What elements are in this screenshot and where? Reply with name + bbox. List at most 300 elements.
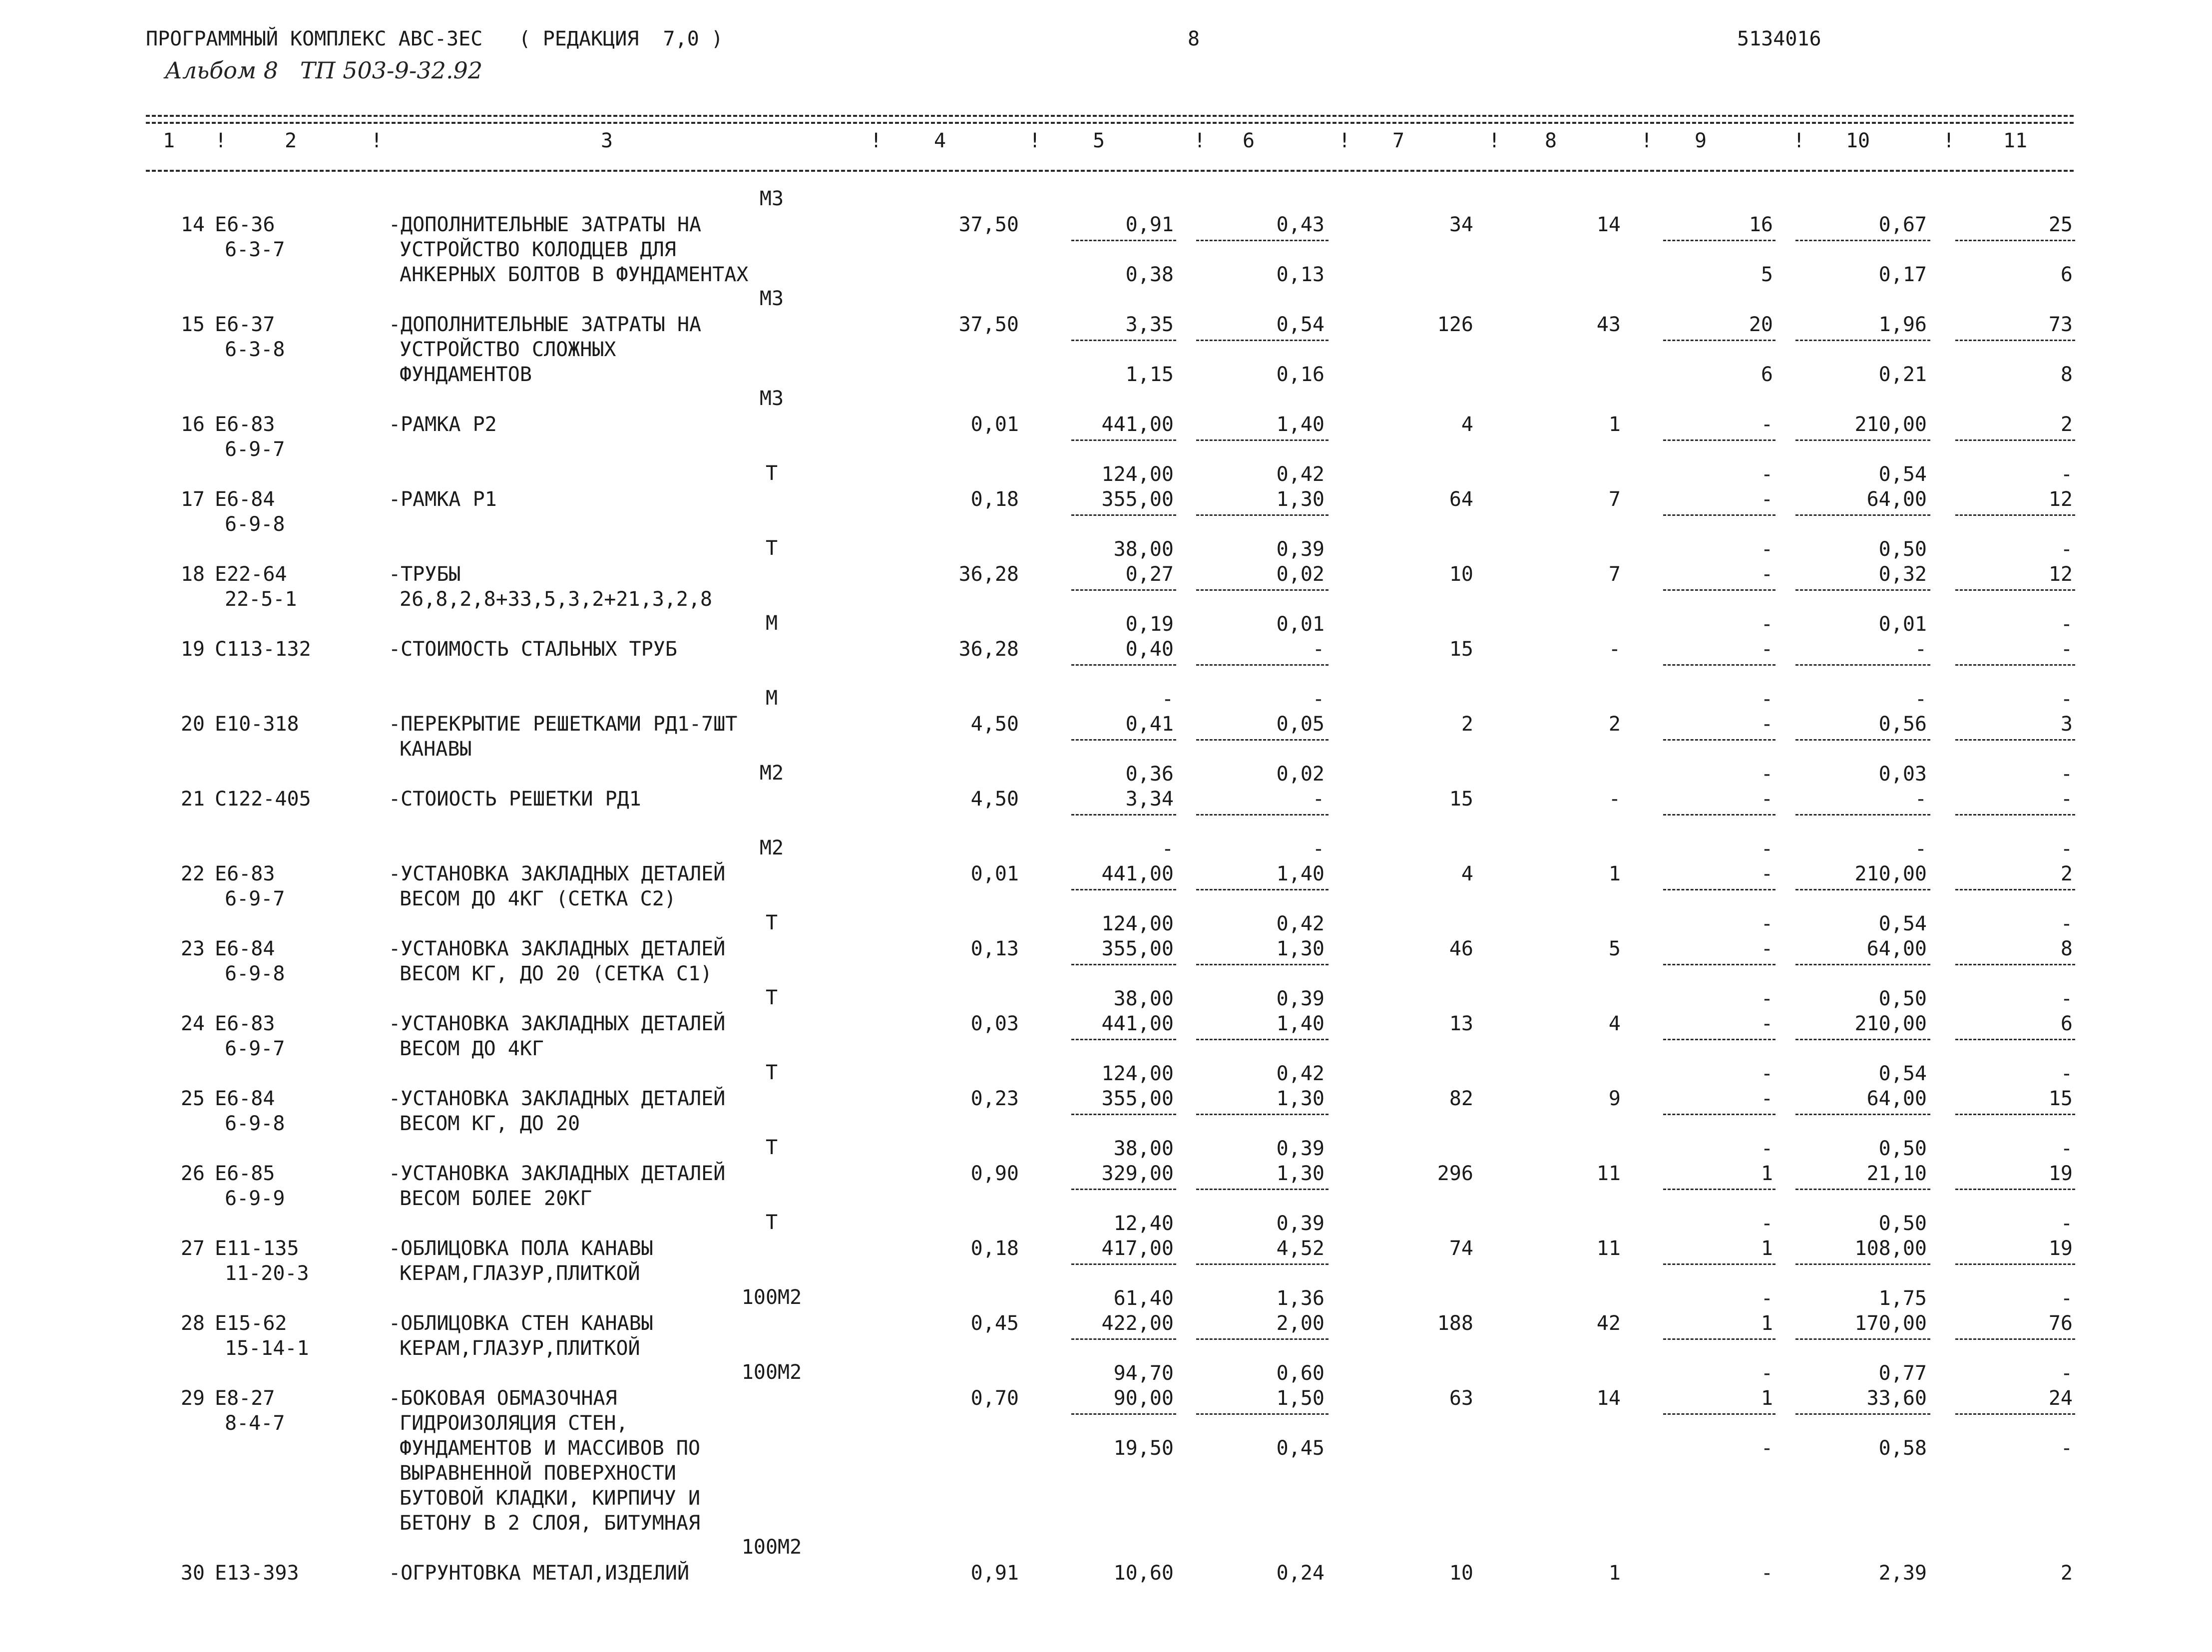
row-code: Е13-393: [215, 1562, 299, 1585]
row-description-line: -РАМКА Р2: [389, 413, 497, 436]
fraction-rule: [1663, 1263, 1775, 1265]
row-number: 15: [180, 313, 205, 336]
cell-c5: 422,00: [1101, 1312, 1174, 1335]
cell-c4: 0,18: [970, 1237, 1019, 1260]
row-code: Е11-135: [215, 1237, 299, 1260]
cell-secondary-b6: 0,39: [1276, 1137, 1325, 1160]
row-code-secondary: 8-4-7: [225, 1412, 285, 1435]
column-separator: !: [1338, 129, 1351, 152]
fraction-rule: [1071, 964, 1176, 965]
fraction-rule: [1795, 1413, 1930, 1415]
row-description-line: ВЫРАВНЕННОЙ ПОВЕРХНОСТИ: [400, 1462, 676, 1485]
row-description-line: ВЕСОМ БОЛЕЕ 20КГ: [400, 1187, 592, 1210]
cell-c8: 9: [1608, 1087, 1621, 1110]
fraction-rule: [1071, 1413, 1176, 1415]
row-code-secondary: 6-3-7: [225, 238, 285, 261]
cell-c4: 36,28: [958, 563, 1019, 586]
fraction-rule: [1071, 439, 1176, 441]
cell-secondary-b5: 38,00: [1113, 538, 1174, 561]
row-description-line: -ДОПОЛНИТЕЛЬНЫЕ ЗАТРАТЫ НА: [389, 313, 702, 336]
cell-c7: 2: [1461, 713, 1473, 736]
cell-c6: 1,30: [1276, 937, 1325, 960]
fraction-rule: [1071, 664, 1176, 666]
cell-secondary-b10: 1,75: [1878, 1287, 1927, 1310]
cell-secondary-b9: -: [1761, 987, 1773, 1010]
cell-c8: 11: [1596, 1237, 1621, 1260]
cell-secondary-b5: 94,70: [1113, 1362, 1174, 1385]
row-unit: М: [765, 612, 778, 635]
cell-c10: 210,00: [1854, 413, 1927, 436]
fraction-rule: [1795, 589, 1930, 591]
cell-c4: 0,23: [970, 1087, 1019, 1110]
row-number: 29: [180, 1387, 205, 1410]
cell-c7: 296: [1437, 1162, 1473, 1185]
fraction-rule: [1663, 589, 1775, 591]
row-code-secondary: 6-9-7: [225, 438, 285, 461]
row-code: Е6-84: [215, 937, 275, 960]
column-number-5: 5: [1092, 129, 1105, 152]
column-separator: !: [870, 129, 883, 152]
row-code: Е6-83: [215, 413, 275, 436]
cell-c8: -: [1608, 788, 1621, 811]
header-rule-top: [146, 115, 2074, 117]
column-separator: !: [371, 129, 383, 152]
cell-c10: 64,00: [1866, 937, 1927, 960]
cell-c6: 1,30: [1276, 488, 1325, 511]
column-separator: !: [1029, 129, 1041, 152]
cell-secondary-b11: -: [2060, 1062, 2073, 1085]
cell-c5: 0,27: [1125, 563, 1174, 586]
cell-secondary-b5: -: [1161, 837, 1174, 860]
cell-c5: 355,00: [1101, 1087, 1174, 1110]
cell-c9: -: [1761, 713, 1773, 736]
cell-c4: 0,70: [970, 1387, 1019, 1410]
row-unit: 100М2: [741, 1361, 802, 1384]
fraction-rule: [1955, 1263, 2075, 1265]
cell-secondary-b6: 0,13: [1276, 263, 1325, 286]
fraction-rule: [1955, 1413, 2075, 1415]
cell-secondary-b10: 0,01: [1878, 613, 1927, 636]
cell-secondary-b6: 0,42: [1276, 1062, 1325, 1085]
cell-c6: 1,50: [1276, 1387, 1325, 1410]
cell-c10: -: [1914, 638, 1927, 661]
fraction-rule: [1196, 589, 1328, 591]
row-description-line: -РАМКА Р1: [389, 488, 497, 511]
row-code: Е6-83: [215, 1012, 275, 1035]
row-number: 17: [180, 488, 205, 511]
row-description-line: ФУНДАМЕНТОВ И МАССИВОВ ПО: [400, 1437, 701, 1460]
cell-secondary-b10: 0,58: [1878, 1437, 1927, 1460]
column-number-1: 1: [162, 129, 175, 152]
row-number: 23: [180, 937, 205, 960]
column-separator: !: [1488, 129, 1501, 152]
cell-c5: 355,00: [1101, 937, 1174, 960]
column-number-2: 2: [284, 129, 297, 152]
column-separator: !: [1194, 129, 1206, 152]
row-description-line: -ОГРУНТОВКА МЕТАЛ,ИЗДЕЛИЙ: [389, 1562, 690, 1585]
row-code-secondary: 6-9-8: [225, 962, 285, 985]
cell-c4: 4,50: [970, 713, 1019, 736]
fraction-rule: [1663, 340, 1775, 341]
fraction-rule: [1955, 964, 2075, 965]
cell-c9: -: [1761, 1087, 1773, 1110]
cell-c4: 36,28: [958, 638, 1019, 661]
cell-c8: 5: [1608, 937, 1621, 960]
cell-secondary-b6: 0,42: [1276, 912, 1325, 935]
cell-secondary-b6: -: [1312, 688, 1325, 711]
column-separator: !: [1641, 129, 1653, 152]
cell-c10: 64,00: [1866, 1087, 1927, 1110]
cell-c5: 3,34: [1125, 788, 1174, 811]
column-number-10: 10: [1845, 129, 1870, 152]
row-code-secondary: 6-9-8: [225, 1112, 285, 1135]
cell-c6: 1,30: [1276, 1162, 1325, 1185]
cell-c9: -: [1761, 788, 1773, 811]
fraction-rule: [1795, 1039, 1930, 1040]
row-code-secondary: 11-20-3: [225, 1262, 309, 1285]
fraction-rule: [1663, 739, 1775, 741]
cell-c7: 46: [1449, 937, 1473, 960]
fraction-rule: [1955, 1189, 2075, 1190]
fraction-rule: [1663, 1114, 1775, 1115]
fraction-rule: [1071, 814, 1176, 816]
cell-c10: 210,00: [1854, 1012, 1927, 1035]
fraction-rule: [1795, 240, 1930, 241]
cell-c11: 24: [2048, 1387, 2073, 1410]
header-rule-bottom: [146, 170, 2074, 172]
fraction-rule: [1196, 889, 1328, 890]
fraction-rule: [1196, 439, 1328, 441]
cell-secondary-b5: -: [1161, 688, 1174, 711]
cell-secondary-b5: 38,00: [1113, 987, 1174, 1010]
cell-c8: 14: [1596, 1387, 1621, 1410]
cell-secondary-b9: -: [1761, 912, 1773, 935]
cell-secondary-b5: 38,00: [1113, 1137, 1174, 1160]
cell-c11: 2: [2060, 413, 2073, 436]
cell-secondary-b11: 8: [2060, 363, 2073, 386]
cell-secondary-b6: -: [1312, 837, 1325, 860]
cell-c9: 16: [1749, 213, 1773, 236]
row-description-line: ВЕСОМ КГ, ДО 20 (СЕТКА С1): [400, 962, 713, 985]
cell-c8: 7: [1608, 488, 1621, 511]
fraction-rule: [1196, 340, 1328, 341]
row-code: Е6-36: [215, 213, 275, 236]
cell-c5: 90,00: [1113, 1387, 1174, 1410]
cell-c9: -: [1761, 862, 1773, 885]
fraction-rule: [1955, 739, 2075, 741]
row-unit: 100М2: [741, 1536, 802, 1559]
fraction-rule: [1795, 964, 1930, 965]
cell-c5: 3,35: [1125, 313, 1174, 336]
cell-c11: 19: [2048, 1162, 2073, 1185]
row-description-line: -УСТАНОВКА ЗАКЛАДНЫХ ДЕТАЛЕЙ: [389, 1087, 726, 1110]
fraction-rule: [1955, 664, 2075, 666]
row-code: Е6-37: [215, 313, 275, 336]
cell-c11: 76: [2048, 1312, 2073, 1335]
row-description-line: -СТОИОСТЬ РЕШЕТКИ РД1: [389, 788, 641, 811]
row-unit: Т: [765, 537, 778, 560]
cell-c7: 74: [1449, 1237, 1473, 1260]
fraction-rule: [1196, 1114, 1328, 1115]
cell-secondary-b5: 124,00: [1101, 912, 1174, 935]
row-description-line: -УСТАНОВКА ЗАКЛАДНЫХ ДЕТАЛЕЙ: [389, 862, 726, 885]
fraction-rule: [1196, 1413, 1328, 1415]
row-code: Е6-83: [215, 862, 275, 885]
column-number-8: 8: [1544, 129, 1557, 152]
cell-secondary-b10: 0,50: [1878, 987, 1927, 1010]
cell-c9: 1: [1761, 1312, 1773, 1335]
fraction-rule: [1196, 739, 1328, 741]
cell-secondary-b9: -: [1761, 688, 1773, 711]
cell-c7: 15: [1449, 638, 1473, 661]
row-description-line: УСТРОЙСТВО КОЛОДЦЕВ ДЛЯ: [400, 238, 676, 261]
cell-secondary-b11: -: [2060, 538, 2073, 561]
cell-secondary-b9: -: [1761, 763, 1773, 786]
column-number-9: 9: [1694, 129, 1707, 152]
cell-secondary-b10: 0,03: [1878, 763, 1927, 786]
cell-secondary-b11: 6: [2060, 263, 2073, 286]
fraction-rule: [1663, 514, 1775, 516]
cell-c11: 12: [2048, 488, 2073, 511]
cell-c11: 8: [2060, 937, 2073, 960]
cell-c9: -: [1761, 638, 1773, 661]
cell-secondary-b5: 12,40: [1113, 1212, 1174, 1235]
cell-c7: 15: [1449, 788, 1473, 811]
fraction-rule: [1955, 240, 2075, 241]
column-separator: !: [215, 129, 227, 152]
cell-c10: 64,00: [1866, 488, 1927, 511]
cell-c10: 108,00: [1854, 1237, 1927, 1260]
fraction-rule: [1196, 1189, 1328, 1190]
cell-c9: -: [1761, 563, 1773, 586]
cell-c7: 34: [1449, 213, 1473, 236]
row-description-line: -БОКОВАЯ ОБМАЗОЧНАЯ: [389, 1387, 617, 1410]
cell-secondary-b5: 124,00: [1101, 1062, 1174, 1085]
cell-secondary-b11: -: [2060, 763, 2073, 786]
row-number: 24: [180, 1012, 205, 1035]
fraction-rule: [1795, 1189, 1930, 1190]
fraction-rule: [1955, 439, 2075, 441]
cell-c6: 1,30: [1276, 1087, 1325, 1110]
cell-c11: 12: [2048, 563, 2073, 586]
cell-c8: 42: [1596, 1312, 1621, 1335]
fraction-rule: [1795, 1263, 1930, 1265]
fraction-rule: [1071, 889, 1176, 890]
row-code: Е10-318: [215, 713, 299, 736]
cell-c9: -: [1761, 413, 1773, 436]
cell-secondary-b11: -: [2060, 987, 2073, 1010]
cell-secondary-b11: -: [2060, 688, 2073, 711]
cell-c10: 170,00: [1854, 1312, 1927, 1335]
cell-c8: 1: [1608, 862, 1621, 885]
cell-secondary-b5: 0,19: [1125, 613, 1174, 636]
cell-secondary-b6: 0,39: [1276, 1212, 1325, 1235]
cell-c8: 7: [1608, 563, 1621, 586]
fraction-rule: [1955, 889, 2075, 890]
row-unit: М3: [759, 387, 784, 410]
fraction-rule: [1663, 1189, 1775, 1190]
row-unit: М2: [759, 762, 784, 785]
cell-secondary-b9: -: [1761, 1437, 1773, 1460]
cell-c6: 0,43: [1276, 213, 1325, 236]
cell-c4: 0,91: [970, 1562, 1019, 1585]
row-number: 19: [180, 638, 205, 661]
cell-c5: 0,41: [1125, 713, 1174, 736]
row-code-secondary: 6-9-7: [225, 1037, 285, 1060]
column-number-11: 11: [2003, 129, 2028, 152]
cell-secondary-b6: 0,02: [1276, 763, 1325, 786]
fraction-rule: [1663, 1413, 1775, 1415]
fraction-rule: [1795, 739, 1930, 741]
fraction-rule: [1196, 1263, 1328, 1265]
cell-secondary-b9: 6: [1761, 363, 1773, 386]
fraction-rule: [1071, 739, 1176, 741]
column-separator: !: [1793, 129, 1805, 152]
cell-c7: 13: [1449, 1012, 1473, 1035]
cell-c11: 19: [2048, 1237, 2073, 1260]
page-number: 8: [1188, 27, 1200, 50]
row-unit: М: [765, 687, 778, 710]
fraction-rule: [1955, 340, 2075, 341]
row-unit: М3: [759, 187, 784, 210]
column-number-4: 4: [933, 129, 946, 152]
cell-c5: 10,60: [1113, 1562, 1174, 1585]
fraction-rule: [1663, 439, 1775, 441]
cell-c4: 37,50: [958, 313, 1019, 336]
cell-c5: 441,00: [1101, 862, 1174, 885]
row-code: Е6-84: [215, 1087, 275, 1110]
cell-c11: 2: [2060, 1562, 2073, 1585]
cell-secondary-b6: 0,60: [1276, 1362, 1325, 1385]
fraction-rule: [1071, 1039, 1176, 1040]
fraction-rule: [1196, 964, 1328, 965]
row-number: 16: [180, 413, 205, 436]
cell-secondary-b6: 1,36: [1276, 1287, 1325, 1310]
cell-c9: -: [1761, 937, 1773, 960]
cell-secondary-b6: 0,16: [1276, 363, 1325, 386]
row-code-secondary: 6-9-8: [225, 513, 285, 536]
row-description-line: КАНАВЫ: [400, 738, 472, 761]
row-unit: 100М2: [741, 1286, 802, 1309]
cell-c5: 417,00: [1101, 1237, 1174, 1260]
cell-c7: 4: [1461, 413, 1473, 436]
cell-secondary-b10: 0,54: [1878, 912, 1927, 935]
cell-c4: 0,90: [970, 1162, 1019, 1185]
fraction-rule: [1196, 1039, 1328, 1040]
fraction-rule: [1071, 240, 1176, 241]
cell-secondary-b10: 0,17: [1878, 263, 1927, 286]
fraction-rule: [1071, 1338, 1176, 1340]
row-unit: Т: [765, 1211, 778, 1234]
row-description-line: ФУНДАМЕНТОВ: [400, 363, 532, 386]
row-description-line: АНКЕРНЫХ БОЛТОВ В ФУНДАМЕНТАХ: [400, 263, 749, 286]
fraction-rule: [1196, 814, 1328, 816]
cell-c8: 14: [1596, 213, 1621, 236]
fraction-rule: [1663, 1039, 1775, 1040]
row-description-line: КЕРАМ,ГЛАЗУР,ПЛИТКОЙ: [400, 1337, 640, 1360]
cell-c7: 10: [1449, 563, 1473, 586]
fraction-rule: [1795, 1338, 1930, 1340]
row-code-secondary: 6-9-7: [225, 887, 285, 910]
fraction-rule: [1196, 240, 1328, 241]
cell-secondary-b5: 61,40: [1113, 1287, 1174, 1310]
cell-secondary-b10: -: [1914, 837, 1927, 860]
cell-secondary-b10: 0,50: [1878, 1137, 1927, 1160]
cell-c8: 2: [1608, 713, 1621, 736]
cell-c8: 11: [1596, 1162, 1621, 1185]
fraction-rule: [1071, 1114, 1176, 1115]
cell-secondary-b9: -: [1761, 837, 1773, 860]
cell-secondary-b9: -: [1761, 1287, 1773, 1310]
row-description-line: БУТОВОЙ КЛАДКИ, КИРПИЧУ И: [400, 1487, 701, 1510]
row-description-line: -УСТАНОВКА ЗАКЛАДНЫХ ДЕТАЛЕЙ: [389, 1162, 726, 1185]
cell-c9: 1: [1761, 1162, 1773, 1185]
fraction-rule: [1663, 964, 1775, 965]
cell-c6: 1,40: [1276, 862, 1325, 885]
row-description-line: 26,8,2,8+33,5,3,2+21,3,2,8: [400, 588, 713, 611]
fraction-rule: [1795, 439, 1930, 441]
cell-c7: 126: [1437, 313, 1473, 336]
row-code-secondary: 6-9-9: [225, 1187, 285, 1210]
album-handwritten: Альбом 8 ТП 503-9-32.92: [165, 57, 483, 84]
cell-secondary-b11: -: [2060, 463, 2073, 486]
row-description-line: ВЕСОМ ДО 4КГ: [400, 1037, 544, 1060]
cell-c10: 0,67: [1878, 213, 1927, 236]
cell-c10: 33,60: [1866, 1387, 1927, 1410]
cell-secondary-b6: 0,39: [1276, 538, 1325, 561]
cell-c5: 0,40: [1125, 638, 1174, 661]
fraction-rule: [1955, 814, 2075, 816]
cell-c4: 0,01: [970, 413, 1019, 436]
fraction-rule: [1795, 664, 1930, 666]
cell-c5: 329,00: [1101, 1162, 1174, 1185]
cell-secondary-b9: -: [1761, 1137, 1773, 1160]
cell-c6: 2,00: [1276, 1312, 1325, 1335]
row-description-line: -ОБЛИЦОВКА ПОЛА КАНАВЫ: [389, 1237, 653, 1260]
fraction-rule: [1955, 1114, 2075, 1115]
fraction-rule: [1955, 514, 2075, 516]
cell-c7: 4: [1461, 862, 1473, 885]
row-description-line: ВЕСОМ КГ, ДО 20: [400, 1112, 580, 1135]
cell-c11: -: [2060, 638, 2073, 661]
row-unit: Т: [765, 1061, 778, 1084]
row-description-line: -ОБЛИЦОВКА СТЕН КАНАВЫ: [389, 1312, 653, 1335]
cell-c4: 37,50: [958, 213, 1019, 236]
cell-c5: 0,91: [1125, 213, 1174, 236]
cell-c8: -: [1608, 638, 1621, 661]
row-code: Е6-84: [215, 488, 275, 511]
cell-c10: 1,96: [1878, 313, 1927, 336]
row-number: 20: [180, 713, 205, 736]
row-description-line: ГИДРОИЗОЛЯЦИЯ СТЕН,: [400, 1412, 628, 1435]
cell-c8: 4: [1608, 1012, 1621, 1035]
cell-c11: 73: [2048, 313, 2073, 336]
fraction-rule: [1795, 889, 1930, 890]
row-description-line: -УСТАНОВКА ЗАКЛАДНЫХ ДЕТАЛЕЙ: [389, 937, 726, 960]
cell-c6: 4,52: [1276, 1237, 1325, 1260]
cell-c4: 0,45: [970, 1312, 1019, 1335]
fraction-rule: [1663, 889, 1775, 890]
cell-c8: 43: [1596, 313, 1621, 336]
row-code: Е22-64: [215, 563, 287, 586]
row-unit: Т: [765, 911, 778, 934]
row-code: Е15-62: [215, 1312, 287, 1335]
cell-c7: 188: [1437, 1312, 1473, 1335]
cell-c11: 3: [2060, 713, 2073, 736]
cell-c6: 1,40: [1276, 413, 1325, 436]
row-description-line: БЕТОНУ В 2 СЛОЯ, БИТУМНАЯ: [400, 1512, 701, 1535]
fraction-rule: [1071, 1189, 1176, 1190]
